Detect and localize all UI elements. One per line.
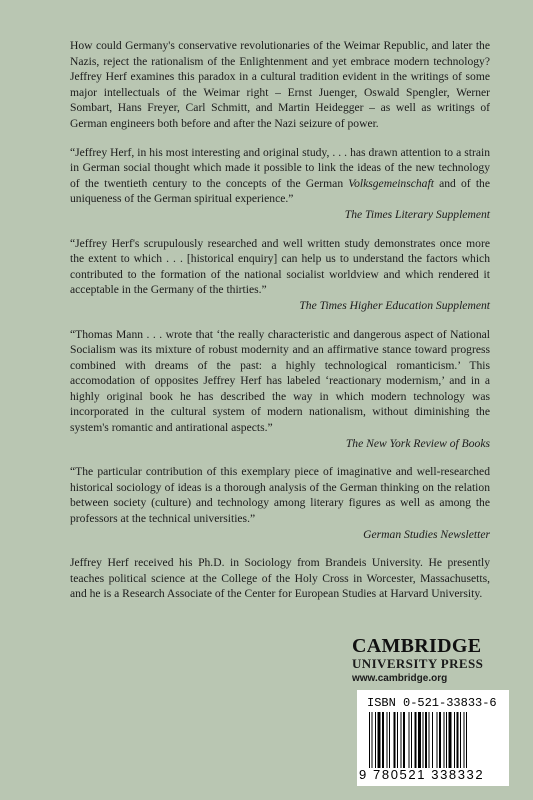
review-text: “The particular contribution of this exemplary piece of imaginative and well-researched historical sociology of ideas is a thorough analysis of the German thinking on the relation between society (culture) and technology among literary figures as well as among the professors at the technical universities.” <box>70 465 490 526</box>
publisher-press: UNIVERSITY PRESS <box>352 656 484 671</box>
review-text: “Thomas Mann . . . wrote that ‘the really characteristic and dangerous aspect of National Socialism was its mixture of robust modernity and an affirmative stance toward progress combined with dreams of the past: a highly technological romanticism.’ This accomodation of opposites Jeffrey Herf has labeled ‘reactionary modernism,’ and in a highly original book he has described the way in which modern technology was incorporated in the cultural system of modern nationalism, without diminishing the system's romantic and antirational aspects.” <box>70 327 490 435</box>
review-text-part: “Jeffrey Herf, in his most interesting and original study, . . . has drawn attention to a strain in German social thought which made it possible to link the ideas of the new technology of the twentieth century to the concepts of the German <box>70 145 490 190</box>
back-cover-text <box>70 38 490 615</box>
intro-paragraph: How could Germany's conservative revolutionaries of the Weimar Republic, and later the Nazis, reject the rationalism of the Enlightenment and yet embrace modern technology? Jeffrey Herf examines this paradox in a cultural tradition evident in the writings of some major intellectuals of the Weimar right – Ernst Juenger, Oswald Spengler, Werner Sombart, Hans Freyer, Carl Schmitt, and Martin Heidegger – as well as writings of German engineers both before and after the Nazi seizure of power. <box>70 39 490 130</box>
author-bio: Jeffrey Herf received his Ph.D. in Sociology from Brandeis University. He presently teaches political science at the College of the Holy Cross in Worcester, Massachusetts, and he is a Research Associate of the Center for European Studies at Harvard University. <box>70 556 490 601</box>
review-text: “Jeffrey Herf's scrupulously researched and well written study demonstrates once more the extent to which . . . [historical enquiry] can help us to understand the factors which contributed to the formation of the national socialist worldview and which rendered it acceptable in the Germany of the thirties.” <box>70 236 490 297</box>
publisher-name: CAMBRIDGE <box>352 635 482 657</box>
review-text-part: and of the uniqueness of the German spiritual experience.” <box>70 176 490 206</box>
review-quote-2 <box>70 236 490 314</box>
review-quote-4 <box>70 464 490 542</box>
review-source: German Studies Newsletter <box>363 527 490 541</box>
publisher-url: www.cambridge.org <box>352 673 448 684</box>
review-quote-3 <box>70 327 490 452</box>
barcode-icon <box>369 712 497 768</box>
review-source: The New York Review of Books <box>345 436 490 450</box>
review-quote-1 <box>70 145 490 223</box>
review-source: The Times Higher Education Supplement <box>299 298 490 312</box>
review-text-emphasis: Volksgemeinschaft <box>348 176 434 190</box>
barcode <box>357 690 509 786</box>
ean-number: 9 780521 338332 <box>359 767 485 782</box>
review-source: The Times Literary Supplement <box>344 207 490 221</box>
isbn-label: ISBN 0-521-33833-6 <box>367 696 497 710</box>
publisher-logo <box>352 636 502 685</box>
review-text <box>70 145 490 207</box>
